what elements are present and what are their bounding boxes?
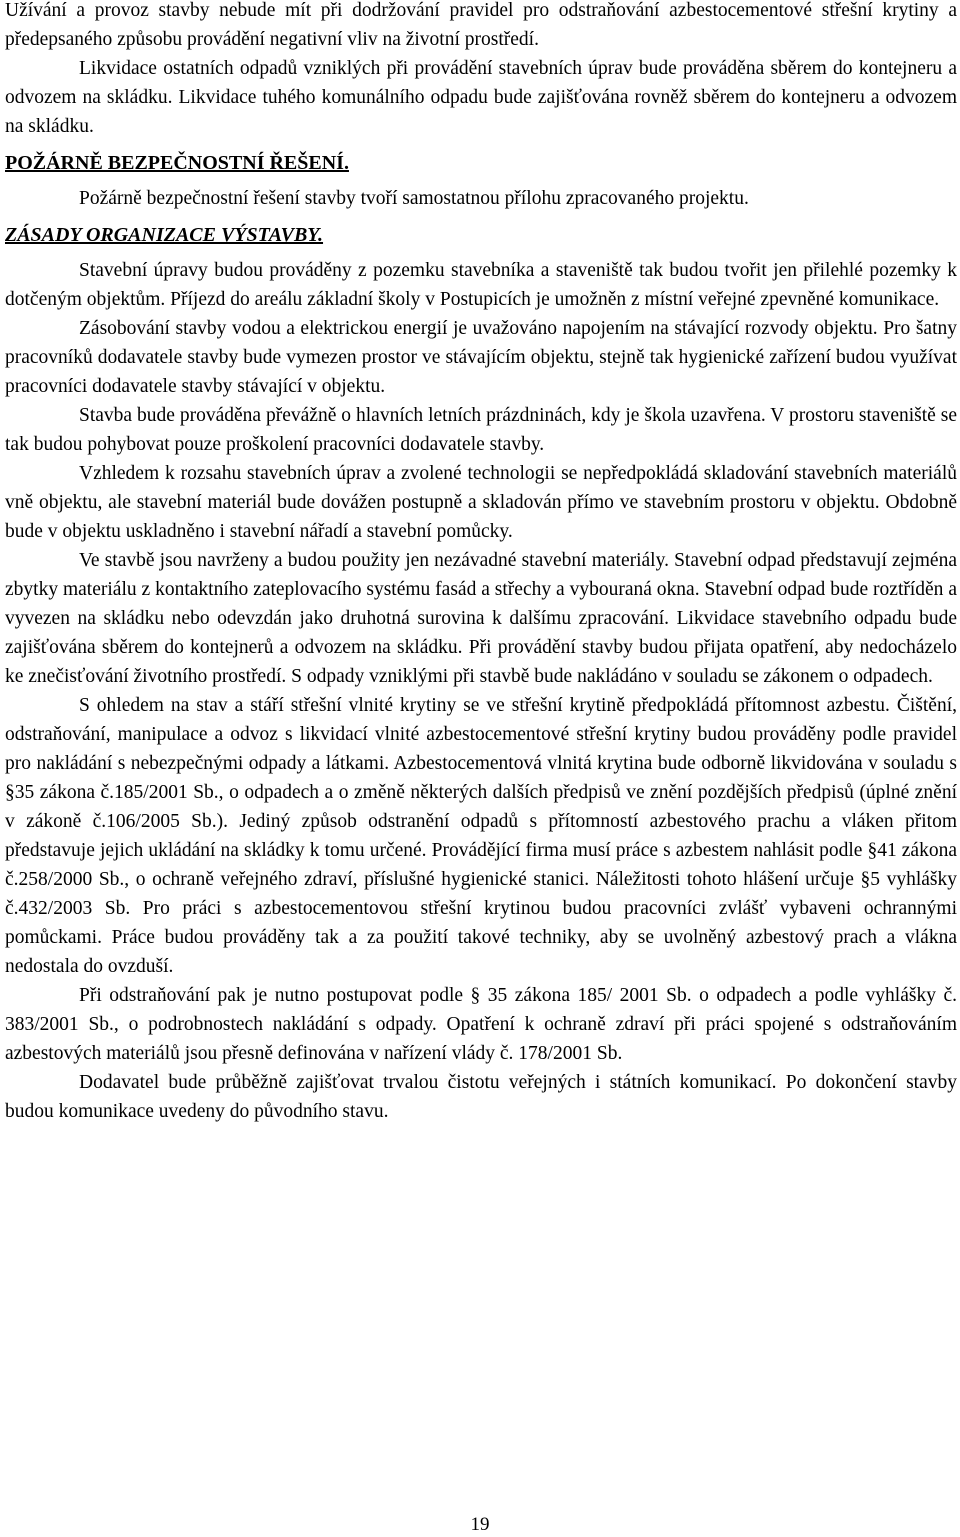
- paragraph-asbestos-regulations: Při odstraňování pak je nutno postupovat podle § 35 zákona 185/ 2001 Sb. o odpadech a podle vyhlášky č. 383/2001 Sb., o podrobnostech nakládání s odpady. Opatření k ochraně zdraví při práci spojené s odstraňováním azbestových materiálů jsou přesně definována v nařízení vlády č. 178/2001 Sb.: [5, 985, 957, 1064]
- paragraph-site-access: Stavební úpravy budou prováděny z pozemku stavebníka a staveniště tak budou tvořit jen přilehlé pozemky k dotčeným objektům. Příjezd do areálu základní školy v Postupicích je umožněn z místní veřejné zpevněné komunikace.: [5, 260, 957, 310]
- paragraph-construction-waste: Ve stavbě jsou navrženy a budou použity jen nezávadné stavební materiály. Stavební odpad představují zejména zbytky materiálu z kontaktního zateplovacího systému fasád a střechy a vybouraná okna. Stavební odpad bude roztříděn a vyvezen na skládku nebo odevzdán jako druhotná surovina k dalšímu zpracování. Likvidace stavebního odpadu bude zajišťována sběrem do kontejnerů a odvozem na skládku. Při provádění stavby budou přijata opatření, aby nedocházelo ke znečisťování životního prostředí. S odpady vzniklými při stavbě bude nakládáno v souladu se zákonem o odpadech.: [5, 550, 957, 687]
- page-number: 19: [470, 1514, 490, 1535]
- paragraph-fire-safety: Požárně bezpečnostní řešení stavby tvoří samostatnou přílohu zpracovaného projektu.: [79, 188, 749, 209]
- paragraph-waste-disposal: Likvidace ostatních odpadů vzniklých při provádění stavebních úprav bude prováděna sběrem do kontejneru a odvozem na skládku. Likvidace tuhého komunálního odpadu bude zajišťována rovněž sběrem do kontejneru a odvozem na skládku.: [5, 58, 957, 137]
- paragraph-schedule: Stavba bude prováděna převážně o hlavních letních prázdninách, kdy je škola uzavřena. V prostoru staveniště se tak budou pohybovat pouze proškolení pracovníci dodavatele stavby.: [5, 405, 957, 455]
- paragraph-environmental-impact: Užívání a provoz stavby nebude mít při dodržování pravidel pro odstraňování azbestocementové střešní krytiny a předepsaného způsobu provádění negativní vliv na životní prostředí.: [5, 0, 957, 50]
- paragraph-asbestos-removal: S ohledem na stav a stáří střešní vlnité krytiny se ve střešní krytině předpokládá přítomnost azbestu. Čištění, odstraňování, manipulace a odvoz s likvidací vlnité azbestocementové střešní krytiny budou prováděny podle pravidel pro nakládání s nebezpečnými odpady a látkami. Azbestocementová vlnitá krytina bude odborně likvidována v souladu s §35 zákona č.185/2001 Sb., o odpadech a o změně některých dalších předpisů ve znění pozdějších předpisů (úplné znění v zákoně č.106/2005 Sb.). Jediný způsob odstranění odpadů s přítomností azbestového prachu a vláken přitom představuje jejich ukládání na skládky k tomu určené. Provádějící firma musí práce s azbestem nahlásit podle §41 zákona č.258/2000 Sb., o ochraně veřejného zdraví, příslušné hygienické stanici. Náležitosti tohoto hlášení určuje §5 vyhlášky č.432/2003 Sb. Pro práci s azbestocementovou střešní krytinou budou pracovníci zvlášť vybaveni ochrannými pomůckami. Práce budou prováděny tak a za použití takové techniky, aby se uvolněný azbestový prach a vlákna nedostala do ovzduší.: [5, 695, 957, 977]
- document-page: [5, 0, 957, 1126]
- paragraph-cleanliness: Dodavatel bude průběžně zajišťovat trvalou čistotu veřejných i státních komunikací. Po dokončení stavby budou komunikace uvedeny do původního stavu.: [5, 1072, 957, 1122]
- heading-fire-safety: POŽÁRNĚ BEZPEČNOSTNÍ ŘEŠENÍ.: [5, 152, 349, 174]
- heading-construction-organization: ZÁSADY ORGANIZACE VÝSTAVBY.: [5, 224, 324, 246]
- paragraph-material-storage: Vzhledem k rozsahu stavebních úprav a zvolené technologii se nepředpokládá skladování stavebních materiálů vně objektu, ale stavební materiál bude dovážen postupně a skladován přímo ve stavebním prostoru v objektu. Obdobně bude v objektu uskladněno i stavební nářadí a stavební pomůcky.: [5, 463, 957, 542]
- paragraph-utilities: Zásobování stavby vodou a elektrickou energií je uvažováno napojením na stávající rozvody objektu. Pro šatny pracovníků dodavatele stavby bude vymezen prostor ve stávajícím objektu, stejně tak hygienické zařízení budou využívat pracovníci dodavatele stavby stávající v objektu.: [5, 318, 957, 397]
